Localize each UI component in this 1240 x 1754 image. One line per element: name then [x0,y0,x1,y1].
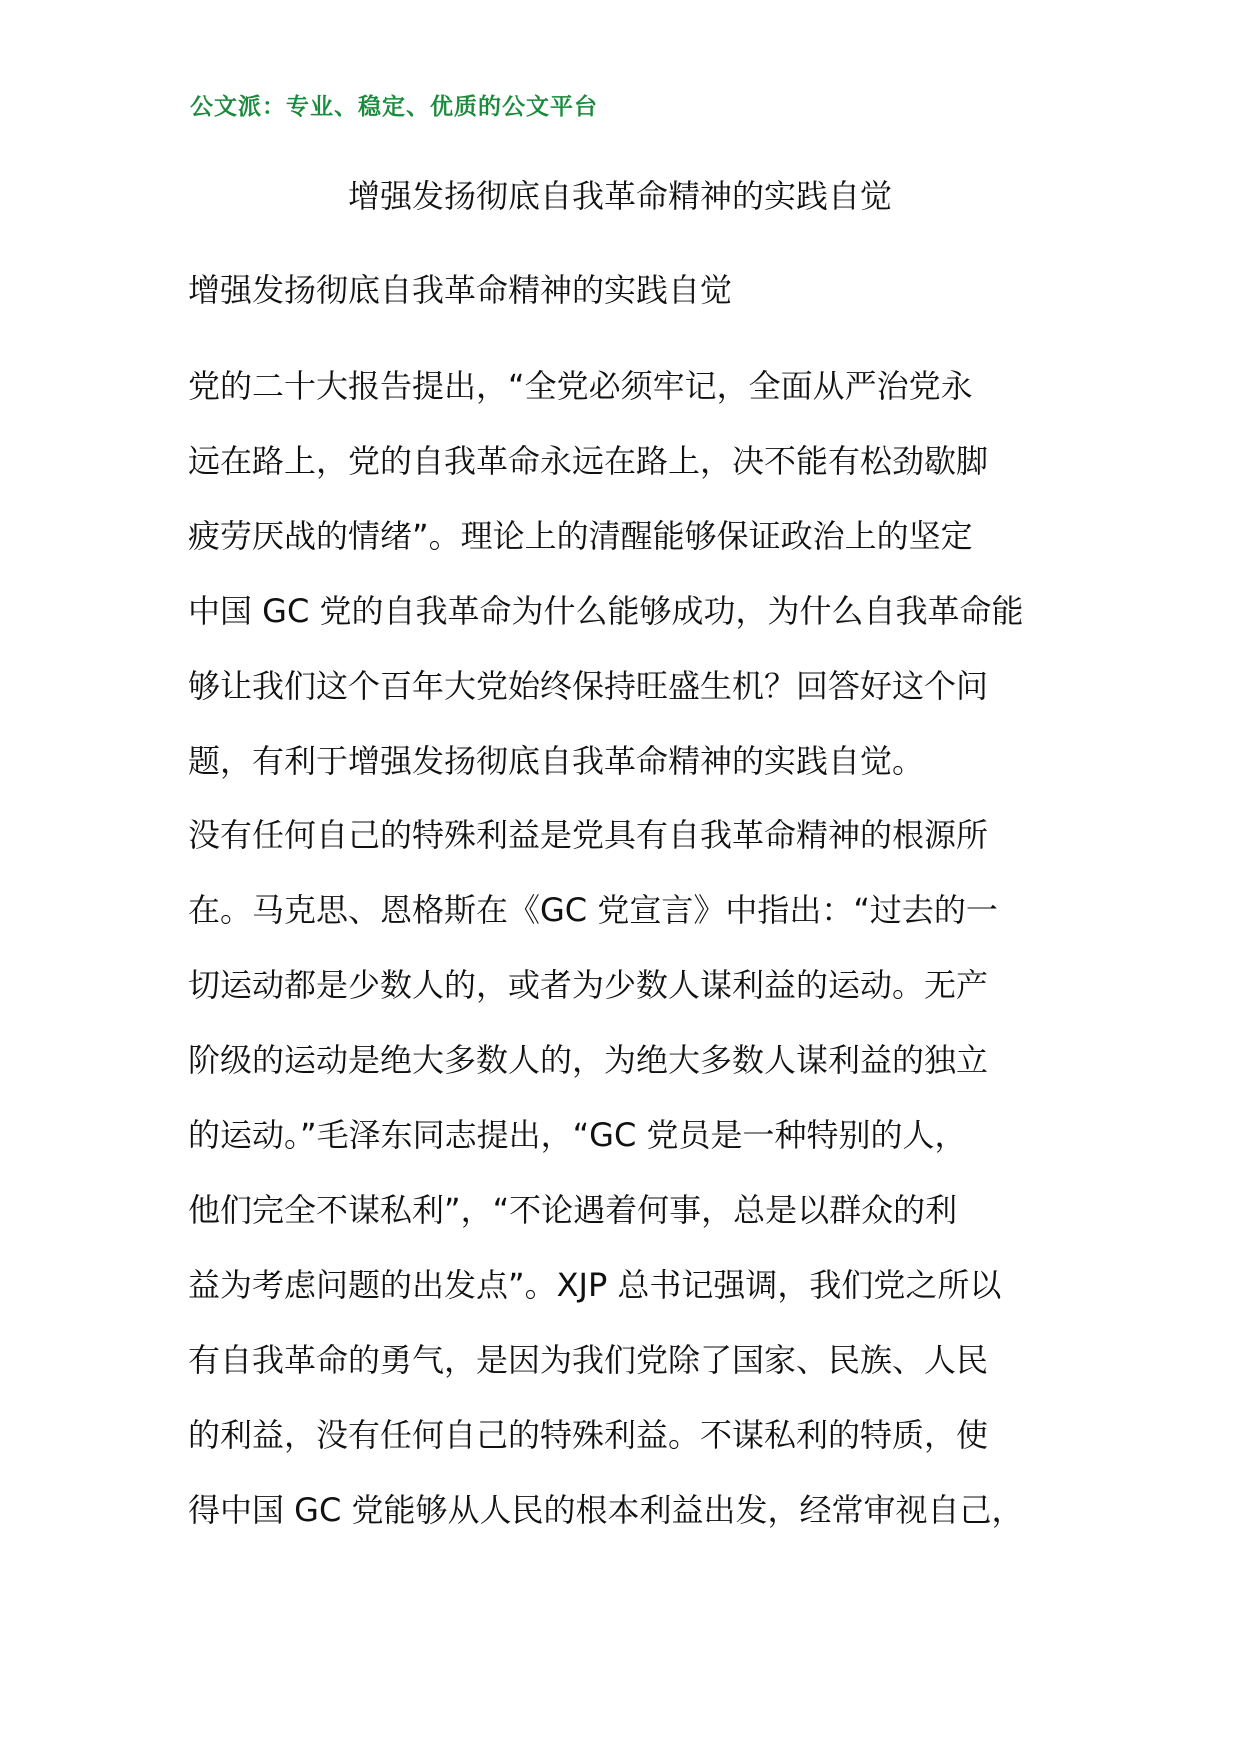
paragraph-line: 题，有利于增强发扬彻底自我革命精神的实践自觉。 [188,742,925,780]
paragraph-line: 在。马克思、恩格斯在《GC 党宣言》中指出：“过去的一 [188,891,998,929]
paragraph-line: 党的二十大报告提出，“全党必须牢记，全面从严治党永 [188,367,973,405]
paragraph-line: 益为考虑问题的出发点”。XJP 总书记强调，我们党之所以 [188,1266,1002,1304]
paragraph-line: 得中国 GC 党能够从人民的根本利益出发，经常审视自己， [188,1491,1024,1529]
paragraph-line: 的利益，没有任何自己的特殊利益。不谋私利的特质，使 [188,1416,989,1454]
paragraph-2 [188,798,1088,1548]
paragraph-line: 远在路上，党的自我革命永远在路上，决不能有松劲歇脚 [188,442,989,480]
paragraph-line: 有自我革命的勇气，是因为我们党除了国家、民族、人民 [188,1341,989,1379]
page-title: 增强发扬彻底自我革命精神的实践自觉 [347,177,892,215]
paragraph-line: 没有任何自己的特殊利益是党具有自我革命精神的根源所 [188,816,989,854]
paragraph-line: 他们完全不谋私利”，“不论遇着何事，总是以群众的利 [188,1191,958,1229]
header-brand: 公文派：专业、稳定、优质的公文平台 [190,93,598,120]
paragraph-line: 切运动都是少数人的，或者为少数人谋利益的运动。无产 [188,966,989,1004]
paragraph-line: 的运动。”毛泽东同志提出，“GC 党员是一种特别的人， [188,1116,967,1154]
paragraph-line: 疲劳厌战的情绪”。理论上的清醒能够保证政治上的坚定 [188,517,973,555]
paragraph-line: 阶级的运动是绝大多数人的，为绝大多数人谋利益的独立 [188,1041,989,1079]
paragraph-line: 够让我们这个百年大党始终保持旺盛生机？回答好这个问 [188,667,989,705]
section-heading: 增强发扬彻底自我革命精神的实践自觉 [188,271,733,309]
paragraph-line: 中国 GC 党的自我革命为什么能够成功，为什么自我革命能 [188,592,1024,630]
paragraph-1 [188,349,1088,799]
